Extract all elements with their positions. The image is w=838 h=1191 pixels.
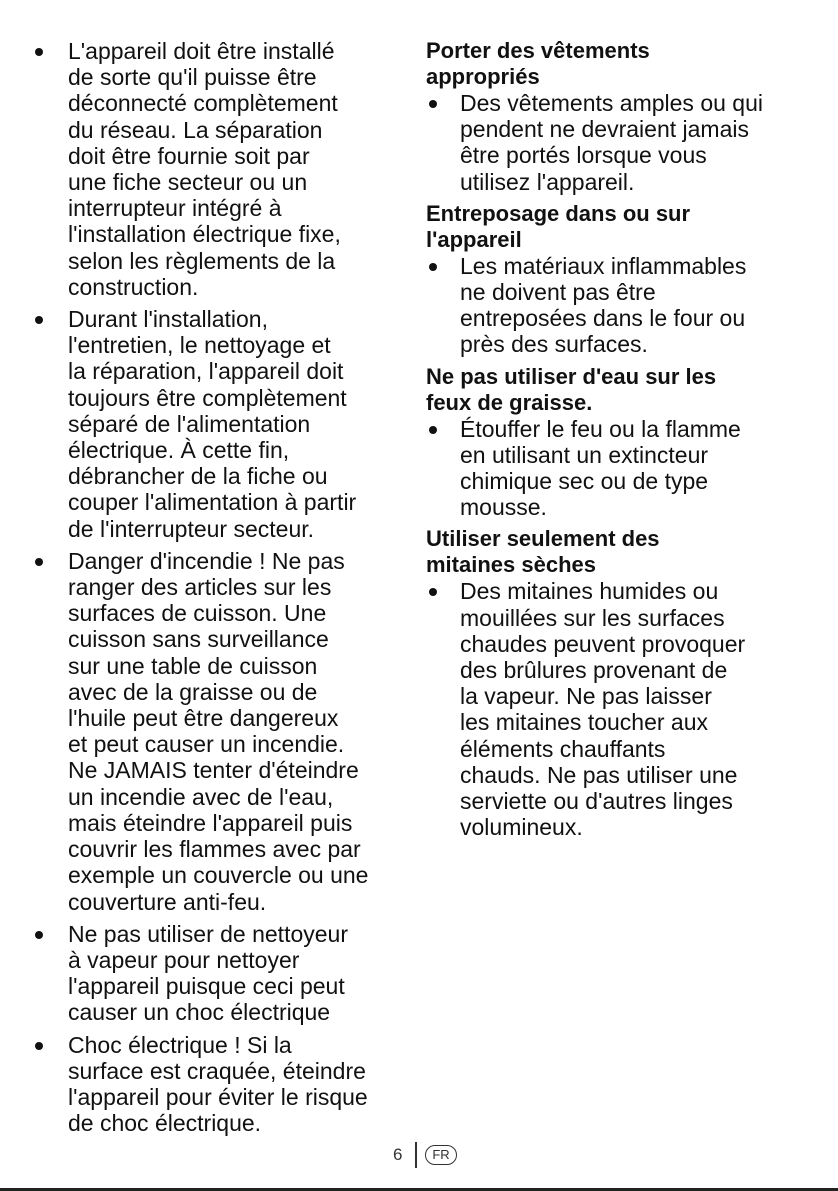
list-item-text: Des vêtements amples ou qui pendent ne devraient jamais être portés lorsque vous utilisez l'appareil. — [460, 90, 763, 195]
section-heading: Ne pas utiliser d'eau sur les feux de graisse. — [426, 363, 717, 415]
section-dry-mitts — [426, 526, 826, 840]
list-item — [28, 306, 408, 542]
section-bullet-list — [426, 578, 826, 840]
list-item — [426, 90, 826, 195]
section-bullet-list — [426, 90, 826, 195]
page-footer — [0, 1142, 838, 1170]
bullet-icon — [35, 931, 43, 939]
list-item — [28, 921, 408, 1026]
list-item-text: Les matériaux inflammables ne doivent pas être entreposées dans le four ou près des surfaces. — [460, 252, 747, 358]
list-item-text: Choc électrique ! Si la surface est craquée, éteindre l'appareil pour éviter le risque de choc électrique. — [68, 1031, 368, 1137]
section-grease-fire — [426, 364, 826, 521]
list-item-text: L'appareil doit être installé de sorte qu'il puisse être déconnecté complètement du réseau. La séparation doit être fournie soit par une fiche secteur ou un interrupteur intégré à l'installation électrique fixe, selon les règlements de la construction. — [68, 38, 341, 300]
section-clothing — [426, 38, 826, 195]
list-item-text: Ne pas utiliser de nettoyeur à vapeur pour nettoyer l'appareil puisque ceci peut causer un choc électrique — [68, 920, 348, 1026]
list-item — [28, 38, 408, 300]
safety-bullet-list — [28, 38, 408, 1136]
bullet-icon — [429, 588, 437, 596]
bullet-icon — [35, 1042, 43, 1050]
list-item-text: Étouffer le feu ou la flamme en utilisant un extincteur chimique sec ou de type mousse. — [460, 415, 741, 521]
language-badge: FR — [425, 1145, 457, 1165]
section-bullet-list — [426, 253, 826, 358]
section-storage — [426, 201, 826, 358]
list-item — [426, 253, 826, 358]
bullet-icon — [429, 426, 437, 434]
footer-divider — [415, 1142, 417, 1168]
bullet-icon — [429, 100, 437, 108]
list-item-text: Danger d'incendie ! Ne pas ranger des articles sur les surfaces de cuisson. Une cuisson sans surveillance sur une table de cuisson avec de la graisse ou de l'huile peut être dangereux et peut causer un incendie. Ne JAMAIS tenter d'éteindre un incendie avec de l'eau, mais éteindre l'appareil puis couvrir les flammes avec par exemple un couvercle ou une couverture anti-feu. — [68, 547, 369, 915]
list-item — [426, 416, 826, 521]
left-column — [28, 38, 408, 1142]
list-item — [28, 548, 408, 915]
section-bullet-list — [426, 416, 826, 521]
bullet-icon — [429, 263, 437, 271]
list-item-text: Des mitaines humides ou mouillées sur les surfaces chaudes peuvent provoquer des brûlures provenant de la vapeur. Ne pas laisser les mitaines toucher aux éléments chauffants chauds. Ne pas utiliser une serviette ou d'autres linges volumineux. — [460, 578, 746, 841]
page-number: 6 — [393, 1145, 403, 1164]
right-column — [426, 38, 826, 846]
list-item — [28, 1032, 408, 1137]
bullet-icon — [35, 558, 43, 566]
bullet-icon — [35, 316, 43, 324]
bullet-icon — [35, 48, 43, 56]
list-item-text: Durant l'installation, l'entretien, le nettoyage et la réparation, l'appareil doit toujours être complètement séparé de l'alimentation électrique. À cette fin, débrancher de la fiche ou couper l'alimentation à partir de l'interrupteur secteur. — [68, 306, 357, 542]
section-heading: Entreposage dans ou sur l'appareil — [426, 200, 691, 252]
section-heading: Porter des vêtements appropriés — [426, 38, 650, 89]
list-item — [426, 578, 826, 840]
section-heading: Utiliser seulement des mitaines sèches — [426, 526, 660, 578]
